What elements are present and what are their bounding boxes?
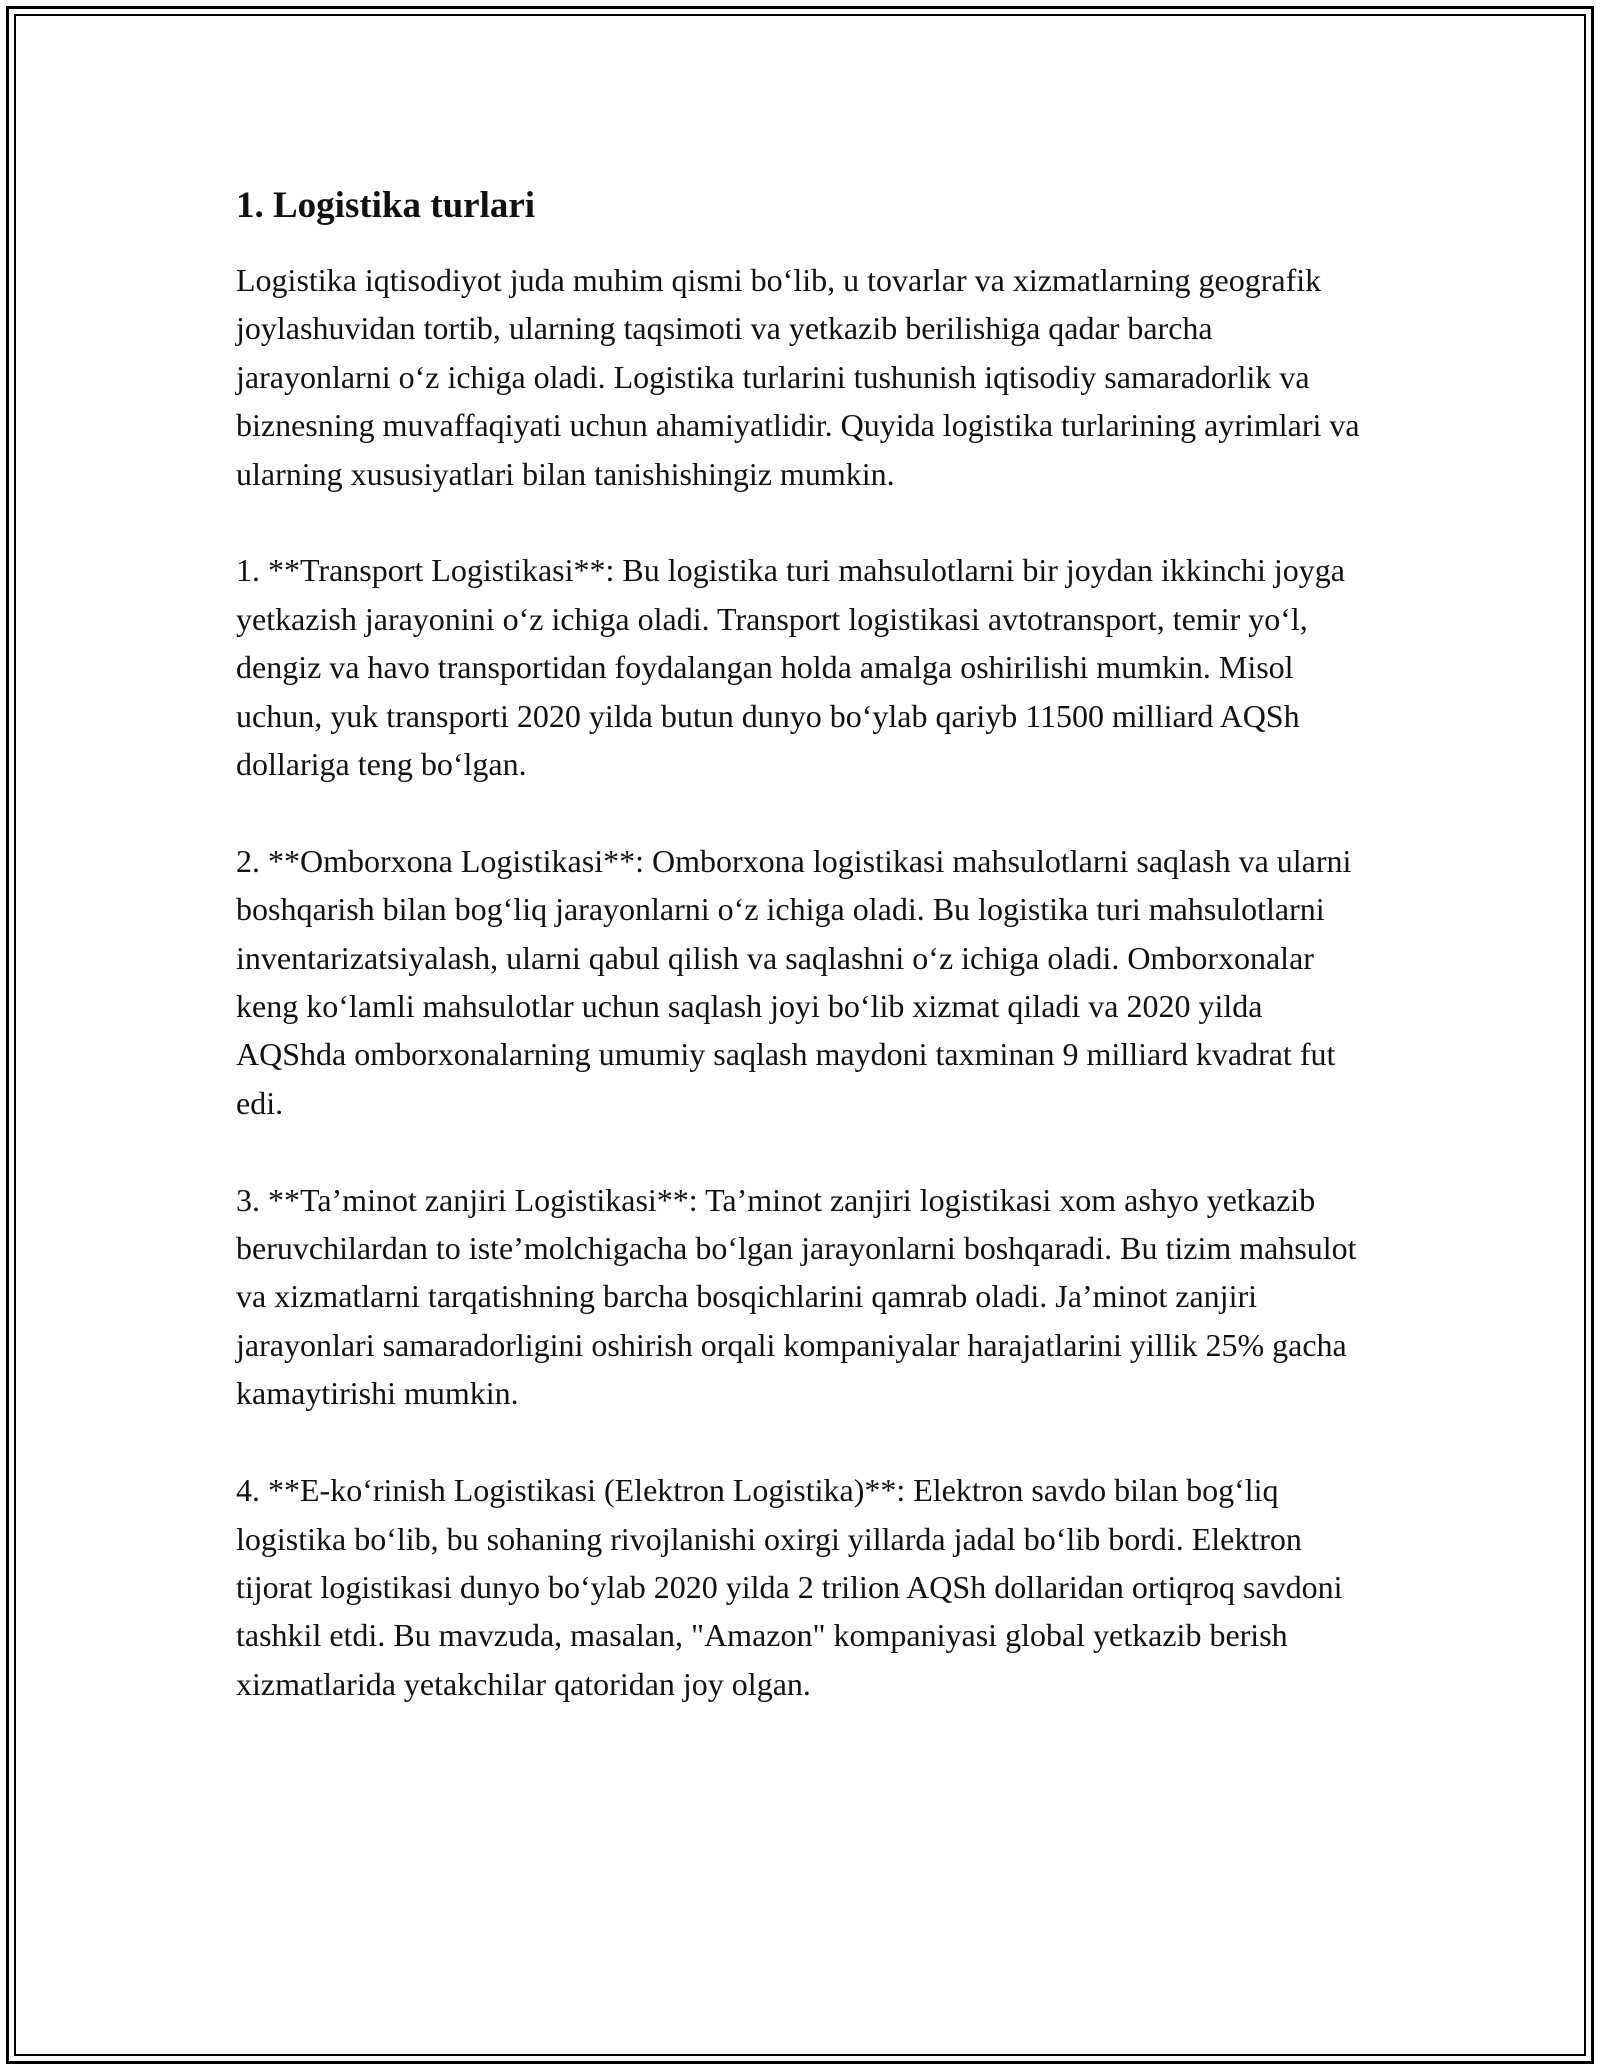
document-body xyxy=(236,180,1360,1757)
intro-paragraph: Logistika iqtisodiyot juda muhim qismi bo‘lib, u tovarlar va xizmatlarning geografik joylashuvidan tortib, ularning taqsimoti va yetkazib berilishiga qadar barcha jarayonlarni o‘z ichiga oladi. Logistika turlarini tushunish iqtisodiy samaradorlik va biznesning muvaffaqiyati uchun ahamiyatlidir. Quyida logistika turlarining ayrimlari va ularning xususiyatlari bilan tanishishingiz mumkin. xyxy=(236,262,1360,492)
warehouse-logistics-paragraph: 2. **Omborxona Logistikasi**: Omborxona logistikasi mahsulotlarni saqlash va ularni boshqarish bilan bog‘liq jarayonlarni o‘z ichiga oladi. Bu logistika turi mahsulotlarni inventarizatsiyalash, ularni qabul qilish va saqlashni o‘z ichiga oladi. Omborxonalar keng ko‘lamli mahsulotlar uchun saqlash joyi bo‘lib xizmat qiladi va 2020 yilda AQShda omborxonalarning umumiy saqlash maydoni taxminan 9 milliard kvadrat fut edi. xyxy=(236,842,1352,1121)
section-heading: 1. Logistika turlari xyxy=(236,185,536,226)
e-logistics-paragraph: 4. **E-ko‘rinish Logistikasi (Elektron Logistika)**: Elektron savdo bilan bog‘liq logistika bo‘lib, bu sohaning rivojlanishi oxirgi yillarda jadal bo‘lib bordi. Elektron tijorat logistikasi dunyo bo‘ylab 2020 yilda 2 trilion AQSh dollaridan ortiqroq savdoni tashkil etdi. Bu mavzuda, masalan, "Amazon" kompaniyasi global yetkazib berish xizmatlarida yetakchilar qatoridan joy olgan. xyxy=(236,1472,1343,1702)
supply-chain-logistics-paragraph: 3. **Ta’minot zanjiri Logistikasi**: Ta’minot zanjiri logistikasi xom ashyo yetkazib beruvchilardan to iste’molchigacha bo‘lgan jarayonlarni boshqaradi. Bu tizim mahsulot va xizmatlarni tarqatishning barcha bosqichlarini qamrab oladi. Ja’minot zanjiri jarayonlari samaradorligini oshirish orqali kompaniyalar harajatlarini yillik 25% gacha kamaytirishi mumkin. xyxy=(236,1181,1357,1412)
transport-logistics-paragraph: 1. **Transport Logistikasi**: Bu logistika turi mahsulotlarni bir joydan ikkinchi joyga yetkazish jarayonini o‘z ichiga oladi. Transport logistikasi avtotransport, temir yo‘l, dengiz va havo transportidan foydalangan holda amalga oshirilishi mumkin. Misol uchun, yuk transporti 2020 yilda butun dunyo bo‘ylab qariyb 11500 milliard AQSh dollariga teng bo‘lgan. xyxy=(236,552,1345,783)
